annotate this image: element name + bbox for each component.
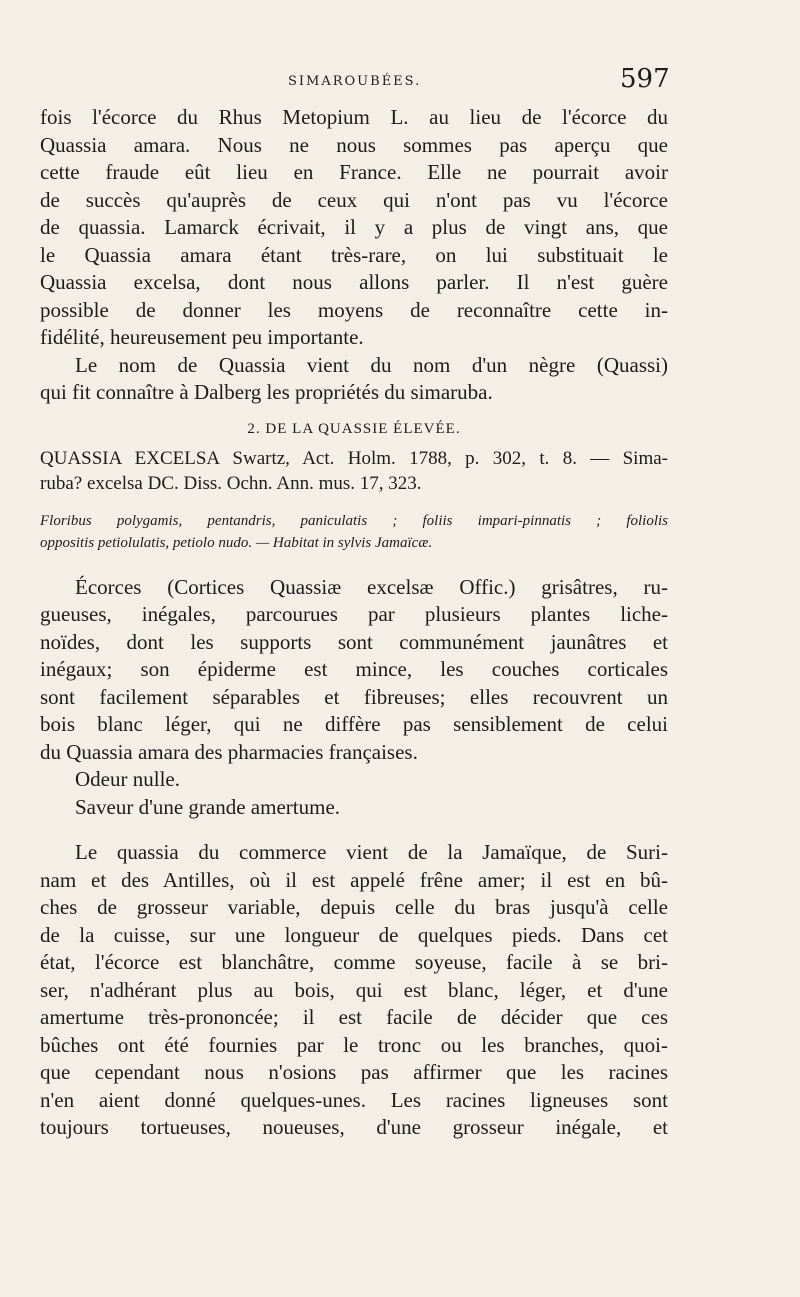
text-line: inégaux; son épiderme est mince, les couches corticales <box>40 657 668 681</box>
paragraph-1 <box>40 104 668 352</box>
text-line: nam et des Antilles, où il est appelé frêne amer; il est en bû- <box>40 867 668 892</box>
text-line: noïdes, dont les supports sont communément jaunâtres et <box>40 629 668 654</box>
text-line: Le nom de Quassia vient du nom d'un nègre (Quassi) <box>75 352 668 377</box>
paragraph-4 <box>40 839 668 1142</box>
paragraph-gap <box>40 821 668 839</box>
text-line: sont facilement séparables et fibreuses; elles recouvrent un <box>40 684 668 709</box>
text-line: Quassia amara. Nous ne nous sommes pas aperçu que <box>40 132 668 157</box>
latin-diagnosis <box>40 510 668 554</box>
text-line: de la cuisse, sur une longueur de quelques pieds. Dans cet <box>40 922 668 947</box>
saveur-line: Saveur d'une grande amertume. <box>75 794 341 819</box>
text-line: toujours tortueuses, noueuses, d'une grosseur inégale, et <box>40 1115 668 1139</box>
synonymy-line: QUASSIA EXCELSA Swartz, Act. Holm. 1788, p. 302, t. 8. — Sima- <box>40 447 668 469</box>
page-body <box>40 104 668 1142</box>
diagnosis-line: oppositis petiolulatis, petiolo nudo. — Habitat in sylvis Jamaïcæ. <box>40 534 433 551</box>
text-line: Quassia excelsa, dont nous allons parler. Il n'est guère <box>40 270 668 294</box>
text-line: gueuses, inégales, parcourues par plusieurs plantes liche- <box>40 602 668 626</box>
text-line: fidélité, heureusement peu importante. <box>40 325 364 349</box>
text-line: de quassia. Lamarck écrivait, il y a plus de vingt ans, que <box>40 215 668 239</box>
text-line: bûches ont été fournies par le tronc ou les branches, quoi- <box>40 1032 668 1057</box>
running-head: SIMAROUBÉES. <box>288 74 422 89</box>
text-line: fois l'écorce du Rhus Metopium L. au lieu de l'écorce du <box>40 105 668 129</box>
paragraph-2 <box>40 352 668 407</box>
paragraph-3 <box>40 574 668 767</box>
text-line: cette fraude eût lieu en France. Elle ne pourrait avoir <box>40 160 668 184</box>
section-title: 2. DE LA QUASSIE ÉLEVÉE. <box>247 420 461 437</box>
page-header <box>0 64 800 100</box>
text-line: le Quassia amara étant très-rare, on lui substituait le <box>40 242 668 267</box>
text-line: Le quassia du commerce vient de la Jamaïque, de Suri- <box>75 840 668 864</box>
text-line: état, l'écorce est blanchâtre, comme soyeuse, facile à se bri- <box>40 950 668 974</box>
synonymy <box>40 446 668 496</box>
text-line: ser, n'adhérant plus au bois, qui est blanc, léger, et d'une <box>40 977 668 1002</box>
synonymy-line: ruba? excelsa DC. Diss. Ochn. Ann. mus. 17, 323. <box>40 472 422 494</box>
diagnosis-line: Floribus polygamis, pentandris, paniculatis ; foliis impari-pinnatis ; foliolis <box>40 512 668 529</box>
text-line: du Quassia amara des pharmacies françaises. <box>40 739 418 764</box>
odeur-line: Odeur nulle. <box>75 767 180 791</box>
text-line: de succès qu'auprès de ceux qui n'ont pas vu l'écorce <box>40 187 668 212</box>
text-line: ches de grosseur variable, depuis celle du bras jusqu'à celle <box>40 895 668 919</box>
text-line: possible de donner les moyens de reconnaître cette in- <box>40 297 668 322</box>
page-number: 597 <box>620 64 670 94</box>
text-line: n'en aient donné quelques-unes. Les racines ligneuses sont <box>40 1087 668 1112</box>
text-line: bois blanc léger, qui ne diffère pas sensiblement de celui <box>40 712 668 736</box>
text-line: que cependant nous n'osions pas affirmer que les racines <box>40 1060 668 1084</box>
text-line: Écorces (Cortices Quassiæ excelsæ Offic.) grisâtres, ru- <box>75 574 668 599</box>
text-line: qui fit connaître à Dalberg les propriétés du simaruba. <box>40 380 493 404</box>
text-line: amertume très-prononcée; il est facile de décider que ces <box>40 1005 668 1029</box>
